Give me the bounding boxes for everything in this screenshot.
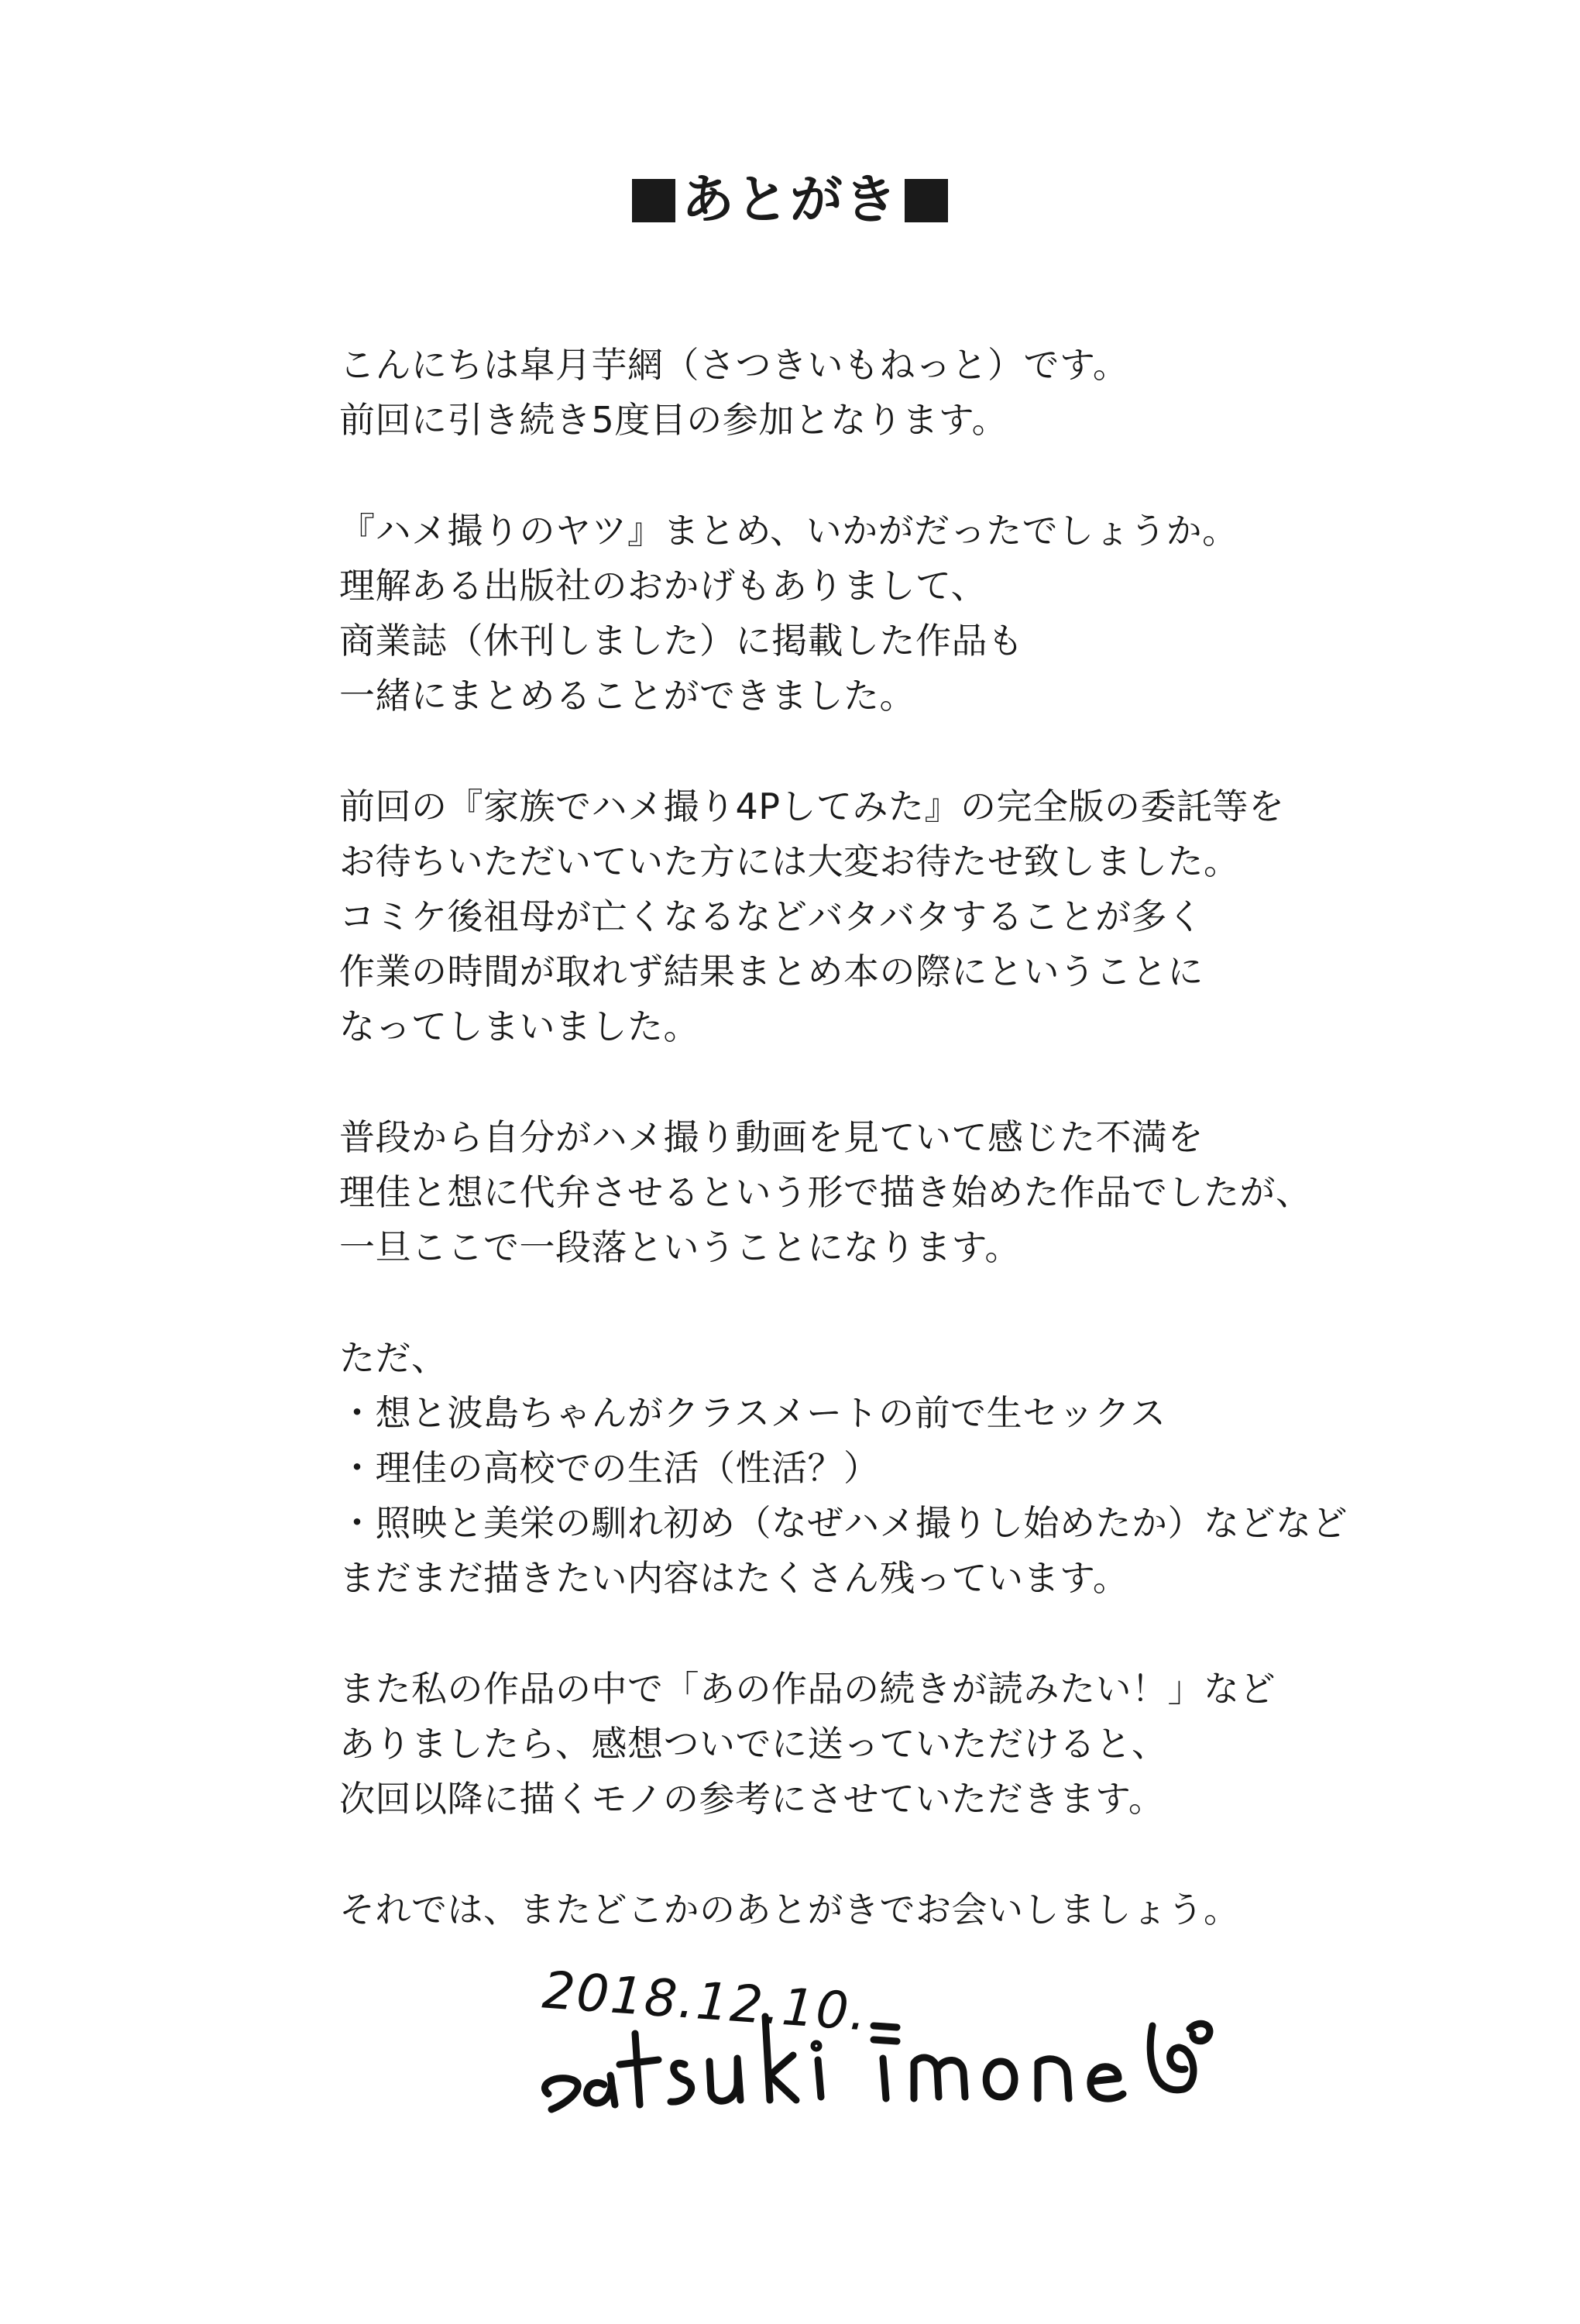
list-item: ・照映と美栄の馴れ初め（なぜハメ撮りし始めたか）などなど [339, 1502, 1348, 1544]
heading-text: あとがき [681, 170, 898, 231]
text-line: 次回以降に描くモノの参考にさせていただきます。 [339, 1778, 1165, 1820]
afterword-body [339, 338, 1547, 1993]
paragraph-conclusion [339, 1110, 1547, 1275]
text-line: 商業誌（休刊しました）に掲載した作品も [339, 620, 1024, 662]
text-line: ただ、 [339, 1337, 448, 1379]
black-square-icon [905, 179, 948, 222]
text-line: なってしまいました。 [339, 1006, 699, 1047]
text-line: 前回の『家族でハメ撮り4Pしてみた』の完全版の委託等を [339, 786, 1285, 827]
list-item: ・想と波島ちゃんがクラスメートの前で生セックス [339, 1392, 1166, 1434]
text-line: 普段から自分がハメ撮り動画を見ていて感じた不満を [339, 1116, 1204, 1158]
text-line: 『ハメ撮りのヤツ』まとめ、いかがだったでしょうか。 [339, 510, 1238, 552]
text-line: 前回に引き続き5度目の参加となります。 [339, 399, 1008, 441]
text-line: 作業の時間が取れず結果まとめ本の際にということに [339, 951, 1204, 992]
text-line: それでは、またどこかのあとがきでお会いしましょう。 [339, 1889, 1240, 1930]
text-line: 一旦ここで一段落ということになります。 [339, 1226, 1021, 1268]
text-line: 理佳と想に代弁させるという形で描き始めた作品でしたが、 [339, 1171, 1312, 1213]
text-line: 一緒にまとめることができました。 [339, 675, 915, 717]
paragraph-compilation [339, 504, 1547, 724]
text-line: 理解ある出版社のおかげもありまして、 [339, 565, 988, 607]
paragraph-request [339, 1662, 1547, 1827]
text-line: ありましたら、感想ついでに送っていただけると、 [339, 1723, 1168, 1765]
text-line: また私の作品の中で「あの作品の続きが読みたい！」など [339, 1668, 1276, 1710]
signature-date: 2018.12.10. [540, 1960, 871, 2043]
text-line: こんにちは皐月芋網（さつきいもねっと）です。 [339, 344, 1129, 386]
black-square-icon [632, 179, 675, 222]
text-line: お待ちいただいていた方には大変お待たせ致しました。 [339, 841, 1240, 882]
afterword-heading [0, 166, 1580, 235]
text-line: まだまだ描きたい内容はたくさん残っています。 [339, 1557, 1129, 1599]
paragraph-greeting [339, 338, 1547, 448]
paragraph-apology [339, 779, 1547, 1054]
paragraph-future-ideas [339, 1331, 1547, 1606]
list-item: ・理佳の高校での生活（性活？） [339, 1447, 880, 1489]
text-line: コミケ後祖母が亡くなるなどバタバタすることが多く [339, 896, 1204, 937]
